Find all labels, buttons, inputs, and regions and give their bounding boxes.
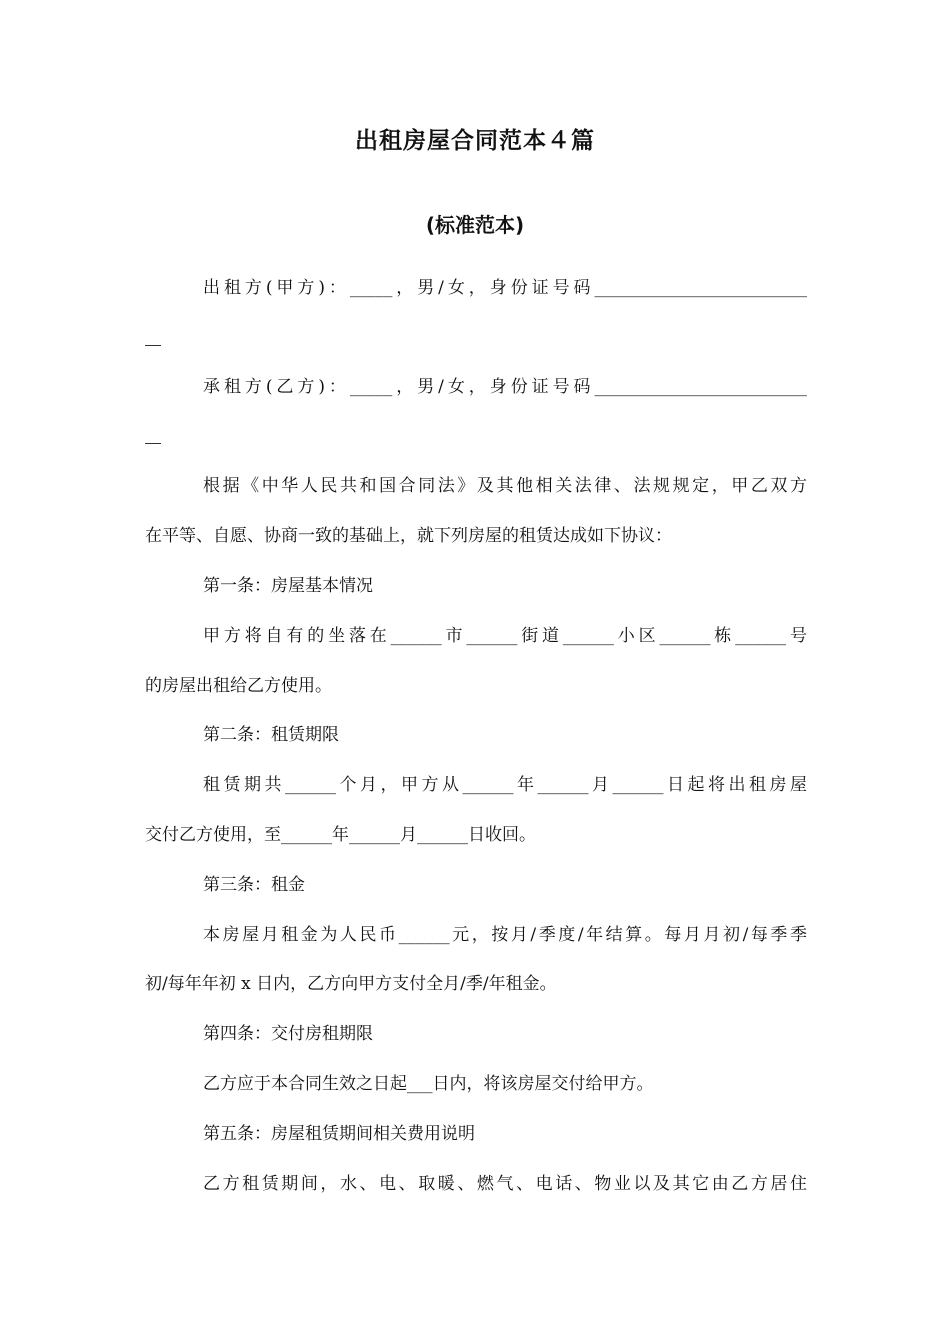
lessee-line-continuation [145, 443, 161, 444]
article-4-line-1: 乙方应于本合同生效之日起___日内，将该房屋交付给甲方。 [203, 1074, 654, 1094]
lessor-line-continuation [145, 345, 161, 346]
article-5-line-1: 乙方租赁期间，水、电、取暖、燃气、电话、物业以及其它由乙方居住 [203, 1174, 807, 1194]
intro-paragraph-line-1: 根据《中华人民共和国合同法》及其他相关法律、法规规定，甲乙双方 [203, 476, 807, 496]
article-4-heading: 第四条：交付房租期限 [203, 1024, 373, 1044]
article-2-heading: 第二条：租赁期限 [203, 725, 339, 745]
document-subtitle: (标准范本) [425, 213, 525, 237]
article-1-line-1: 甲方将自有的坐落在______市______街道______小区______栋______号 [203, 626, 807, 646]
document-title: 出租房屋合同范本４篇 [355, 128, 595, 154]
article-2-line-1: 租赁期共______个月，甲方从______年______月______日起将出租房屋 [203, 775, 807, 795]
article-1-heading: 第一条：房屋基本情况 [203, 576, 373, 596]
article-1-line-2: 的房屋出租给乙方使用。 [145, 676, 332, 696]
intro-paragraph-line-2: 在平等、自愿、协商一致的基础上，就下列房屋的租赁达成如下协议： [145, 526, 672, 546]
article-3-heading: 第三条：租金 [203, 875, 305, 895]
lessor-line: 出租方(甲方)：_____，男/女，身份证号码_________________________ [203, 278, 807, 298]
article-5-heading: 第五条：房屋租赁期间相关费用说明 [203, 1124, 475, 1144]
article-2-line-2: 交付乙方使用，至______年______月______日收回。 [145, 825, 536, 845]
article-3-line-2: 初/每年年初 x 日内，乙方向甲方支付全月/季/年租金。 [145, 974, 557, 994]
article-3-line-1: 本房屋月租金为人民币______元，按月/季度/年结算。每月月初/每季季 [203, 925, 807, 945]
lessee-line: 承租方(乙方)：_____，男/女，身份证号码_________________________ [203, 377, 807, 397]
